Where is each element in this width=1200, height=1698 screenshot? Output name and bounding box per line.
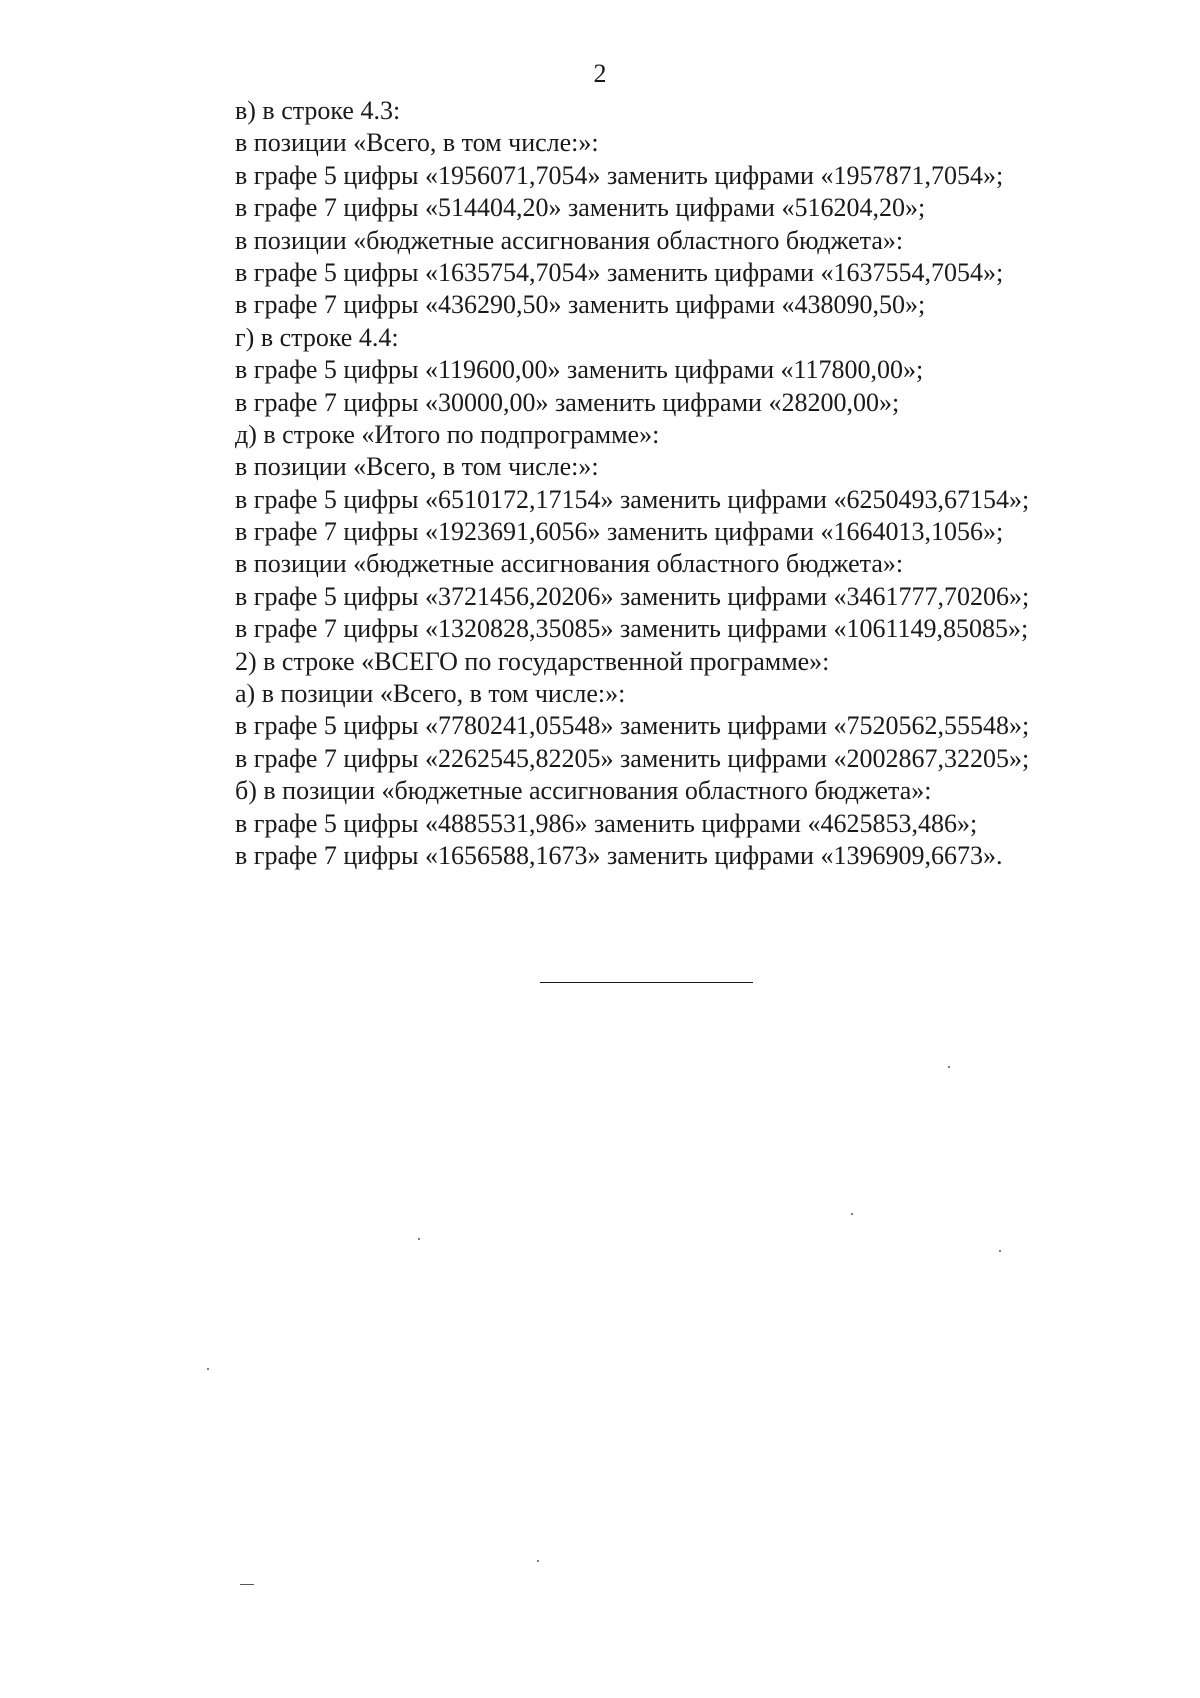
text-line: г) в строке 4.4: — [235, 322, 399, 352]
text-line: в графе 5 цифры «4885531,986» заменить цифрами «4625853,486»; — [235, 808, 978, 838]
text-line: в графе 5 цифры «7780241,05548» заменить цифрами «7520562,55548»; — [235, 711, 1030, 741]
text-line: 2) в строке «ВСЕГО по государственной программе»: — [235, 646, 830, 676]
scan-speck — [418, 1238, 420, 1240]
text-line: д) в строке «Итого по подпрограмме»: — [235, 419, 660, 449]
page-number: 2 — [593, 59, 607, 88]
text-line: в графе 7 цифры «1923691,6056» заменить цифрами «1664013,1056»; — [235, 517, 1004, 547]
text-line: в графе 7 цифры «2262545,82205» заменить цифрами «2002867,32205»; — [235, 743, 1030, 773]
text-line: в графе 7 цифры «436290,50» заменить цифрами «438090,50»; — [235, 290, 926, 320]
text-line: в позиции «бюджетные ассигнования областного бюджета»: — [235, 225, 904, 255]
text-line: а) в позиции «Всего, в том числе:»: — [235, 679, 626, 709]
text-line: в графе 5 цифры «1635754,7054» заменить цифрами «1637554,7054»; — [235, 257, 1004, 287]
text-line: в позиции «бюджетные ассигнования областного бюджета»: — [235, 549, 904, 579]
scan-speck — [999, 1250, 1001, 1252]
scan-speck — [207, 1368, 209, 1370]
scan-speck — [240, 1584, 254, 1585]
text-line: б) в позиции «бюджетные ассигнования областного бюджета»: — [235, 776, 932, 806]
text-line: в графе 5 цифры «3721456,20206» заменить цифрами «3461777,70206»; — [235, 581, 1030, 611]
scan-speck — [948, 1066, 950, 1068]
text-line: в графе 5 цифры «1956071,7054» заменить цифрами «1957871,7054»; — [235, 160, 1004, 190]
end-divider — [540, 982, 753, 983]
scan-speck — [537, 1560, 539, 1562]
text-line: в графе 7 цифры «30000,00» заменить цифрами «28200,00»; — [235, 387, 900, 417]
text-line: в позиции «Всего, в том числе:»: — [235, 128, 599, 158]
text-line: в позиции «Всего, в том числе:»: — [235, 452, 599, 482]
document-body — [235, 95, 1135, 872]
text-line: в графе 5 цифры «6510172,17154» заменить цифрами «6250493,67154»; — [235, 484, 1030, 514]
scan-speck — [851, 1213, 853, 1215]
text-line: в графе 7 цифры «514404,20» заменить цифрами «516204,20»; — [235, 193, 926, 223]
text-line: в) в строке 4.3: — [235, 96, 401, 125]
text-line: в графе 5 цифры «119600,00» заменить цифрами «117800,00»; — [235, 355, 924, 385]
text-line: в графе 7 цифры «1656588,1673» заменить цифрами «1396909,6673». — [235, 840, 1003, 870]
text-line: в графе 7 цифры «1320828,35085» заменить цифрами «1061149,85085»; — [235, 614, 1029, 644]
